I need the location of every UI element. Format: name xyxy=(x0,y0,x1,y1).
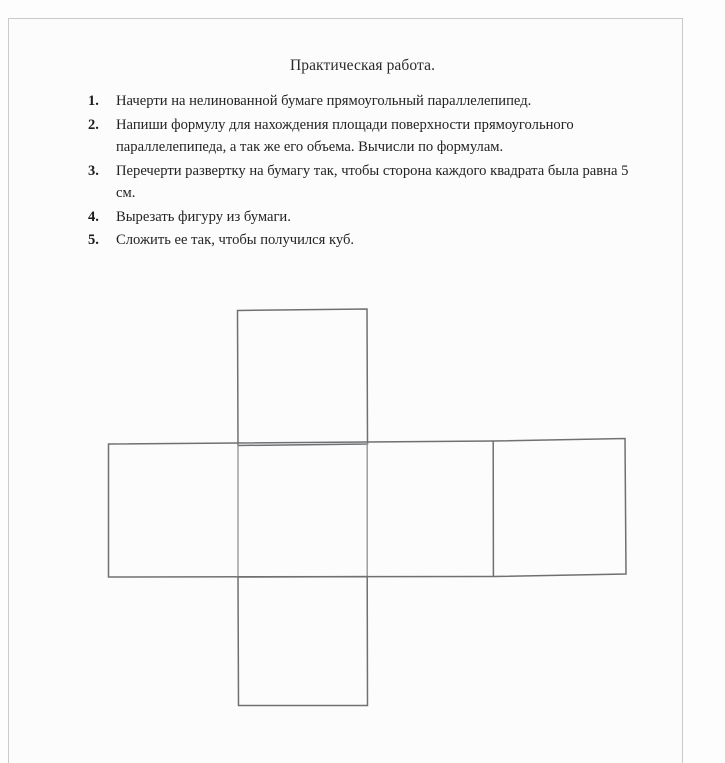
list-item xyxy=(88,206,648,229)
list-item-text: Перечерти развертку на бумагу так, чтобы сторона каждого квадрата была равна 5 см. xyxy=(116,162,629,201)
list-item xyxy=(88,90,648,113)
list-item-number: 4. xyxy=(88,208,99,225)
list-item-number: 2. xyxy=(88,116,99,133)
list-item xyxy=(88,229,648,252)
list-item xyxy=(88,114,648,159)
list-item-text: Начерти на нелинованной бумаге прямоугольный параллелепипед. xyxy=(116,93,532,109)
list-item-text: Напиши формулу для нахождения площади поверхности прямоугольного параллелепипеда, а так же его объема. Вычисли по формулам. xyxy=(116,116,574,155)
list-item xyxy=(88,160,648,205)
list-item-number: 3. xyxy=(88,162,99,179)
task-list xyxy=(88,90,648,253)
list-item-number: 1. xyxy=(88,93,99,109)
page-title: Практическая работа. xyxy=(289,57,436,74)
list-item-number: 5. xyxy=(88,232,99,248)
list-item-text: Вырезать фигуру из бумаги. xyxy=(116,208,291,225)
list-item-text: Сложить ее так, чтобы получился куб. xyxy=(116,232,355,248)
